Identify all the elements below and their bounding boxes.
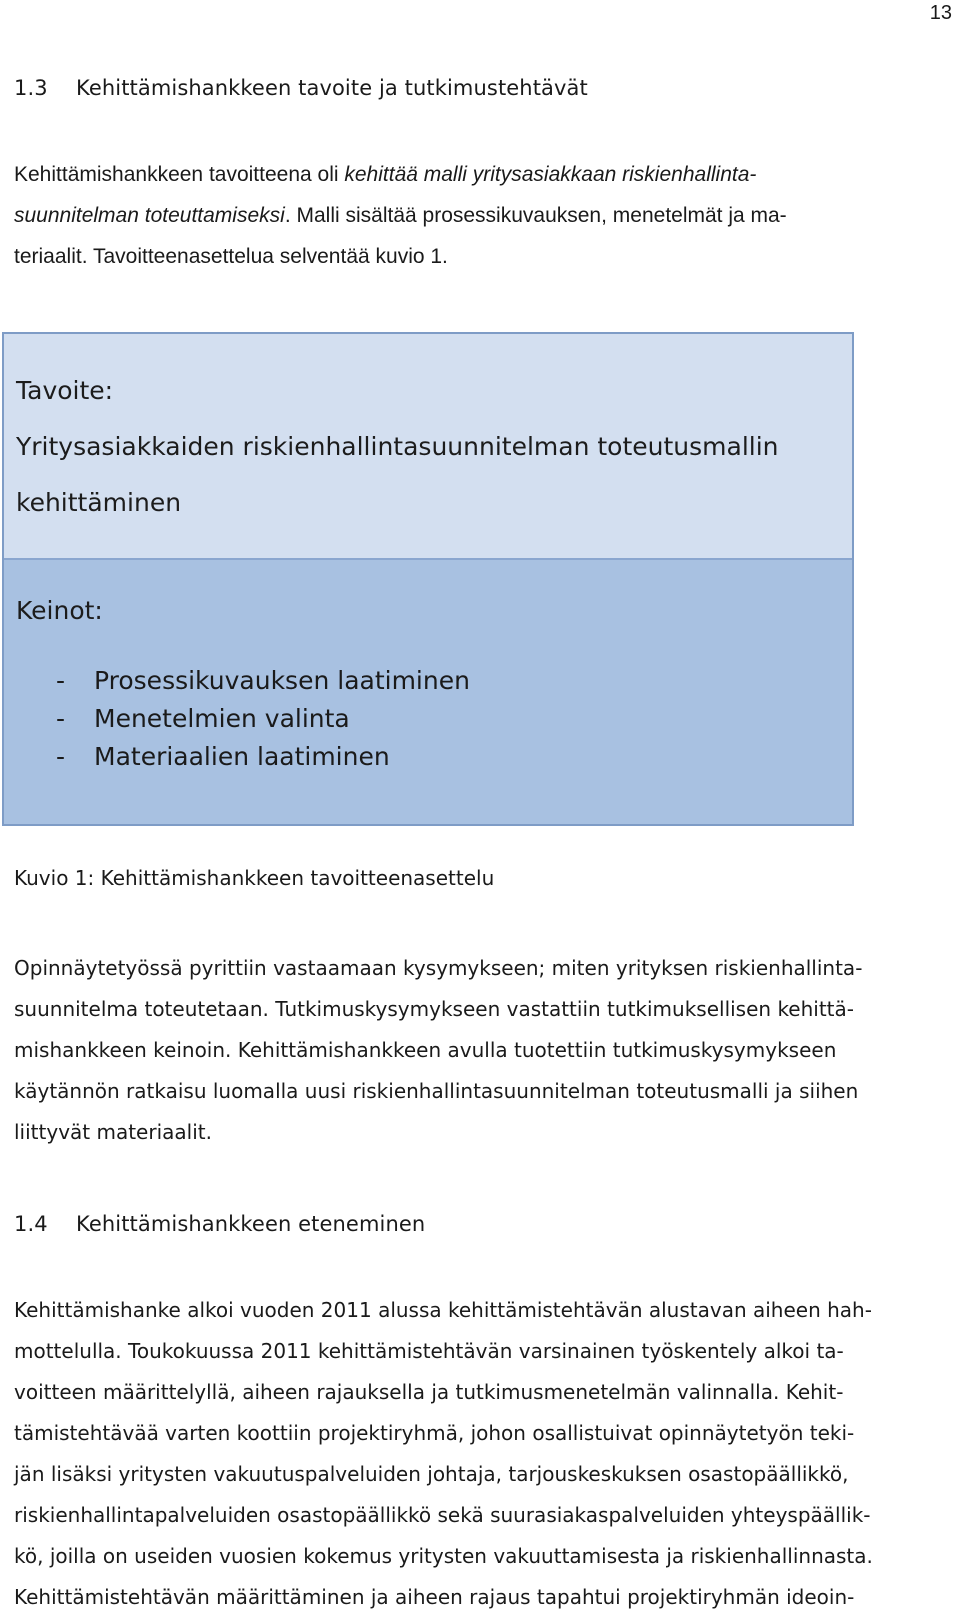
page-number: 13 bbox=[929, 2, 952, 24]
text-run: . Malli sisältää prosessikuvauksen, menetelmät ja ma- bbox=[284, 204, 787, 227]
paragraph-line: Kehittämishanke alkoi vuoden 2011 alussa kehittämistehtävän alustavan aiheen hah- bbox=[14, 1298, 872, 1322]
paragraph-line: kö, joilla on useiden vuosien kokemus yritysten vakuuttamisesta ja riskienhallinnasta. bbox=[14, 1544, 873, 1568]
means-list bbox=[16, 662, 470, 776]
goal-label: Tavoite: bbox=[16, 376, 114, 405]
paragraph-line: Kehittämistehtävän määrittäminen ja aiheen rajaus tapahtui projektiryhmän ideoin- bbox=[14, 1585, 855, 1609]
list-item-text: Prosessikuvauksen laatiminen bbox=[94, 666, 470, 695]
section-number: 1.4 bbox=[14, 1212, 48, 1236]
means-label: Keinot: bbox=[16, 596, 103, 625]
intro-paragraph bbox=[14, 154, 939, 277]
list-dash: - bbox=[56, 704, 66, 733]
paragraph-line: teriaalit. Tavoitteenasettelua selventää kuvio 1. bbox=[14, 245, 448, 268]
paragraph-line bbox=[14, 154, 939, 195]
section-number: 1.3 bbox=[14, 76, 48, 100]
goal-box bbox=[4, 334, 852, 560]
italic-text-run: kehittää malli yritysasiakkaan riskienhallinta- bbox=[344, 163, 757, 186]
paragraph-line: suunnitelma toteutetaan. Tutkimuskysymykseen vastattiin tutkimuksellisen kehittä- bbox=[14, 997, 854, 1021]
list-item bbox=[16, 662, 470, 700]
paragraph-line bbox=[14, 195, 939, 236]
list-item bbox=[16, 738, 470, 776]
list-item-text: Materiaalien laatiminen bbox=[94, 742, 390, 771]
goal-text-line: kehittäminen bbox=[16, 488, 182, 517]
research-paragraph bbox=[14, 948, 939, 1153]
italic-text-run: suunnitelman toteuttamiseksi bbox=[14, 204, 285, 227]
goal-text-line: Yritysasiakkaiden riskienhallintasuunnitelman toteutusmallin bbox=[16, 432, 779, 461]
paragraph-line: tämistehtävää varten koottiin projektiryhmä, johon osallistuivat opinnäytetyön teki- bbox=[14, 1421, 855, 1445]
section-title: Kehittämishankkeen eteneminen bbox=[76, 1212, 426, 1236]
list-dash: - bbox=[56, 742, 66, 771]
paragraph-line: mottelulla. Toukokuussa 2011 kehittämistehtävän varsinainen työskentely alkoi ta- bbox=[14, 1339, 844, 1363]
means-box bbox=[4, 560, 852, 824]
list-item bbox=[16, 700, 470, 738]
list-item-text: Menetelmien valinta bbox=[94, 704, 350, 733]
figure-goal-means bbox=[2, 332, 854, 826]
paragraph-line: riskienhallintapalveluiden osastopäällikkö sekä suurasiakaspalveluiden yhteyspäällik- bbox=[14, 1503, 871, 1527]
section-heading-1-4 bbox=[14, 1210, 425, 1238]
figure-caption: Kuvio 1: Kehittämishankkeen tavoitteenasettelu bbox=[14, 866, 495, 890]
paragraph-line: Opinnäytetyössä pyrittiin vastaamaan kysymykseen; miten yrityksen riskienhallinta- bbox=[14, 956, 863, 980]
paragraph-line: voitteen määrittelyllä, aiheen rajauksella ja tutkimusmenetelmän valinnalla. Kehit- bbox=[14, 1380, 844, 1404]
paragraph-line: liittyvät materiaalit. bbox=[14, 1120, 212, 1144]
paragraph-line: jän lisäksi yritysten vakuutuspalveluiden johtaja, tarjouskeskuksen osastopäällikkö, bbox=[14, 1462, 849, 1486]
paragraph-line: käytännön ratkaisu luomalla uusi riskienhallintasuunnitelman toteutusmalli ja siihen bbox=[14, 1079, 859, 1103]
section-title: Kehittämishankkeen tavoite ja tutkimustehtävät bbox=[76, 76, 588, 100]
section-heading-1-3 bbox=[14, 74, 588, 102]
text-run: Kehittämishankkeen tavoitteena oli bbox=[14, 163, 345, 186]
paragraph-line: mishankkeen keinoin. Kehittämishankkeen avulla tuotettiin tutkimuskysymykseen bbox=[14, 1038, 837, 1062]
progress-paragraph bbox=[14, 1290, 939, 1618]
list-dash: - bbox=[56, 666, 66, 695]
